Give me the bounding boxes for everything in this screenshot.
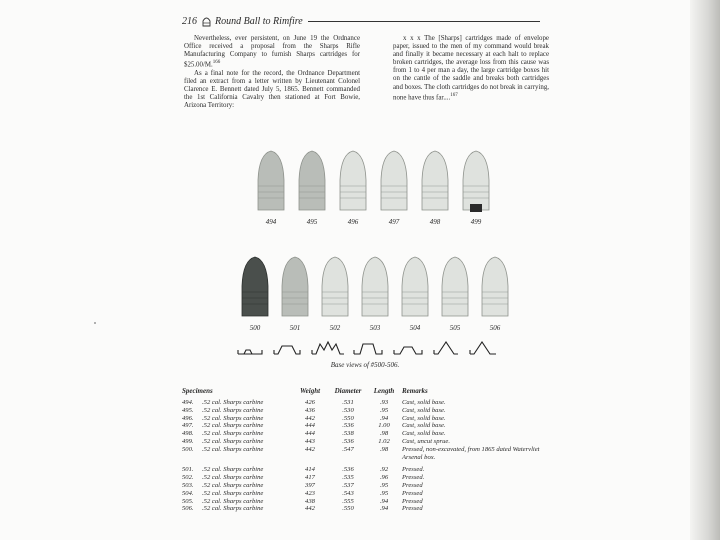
table-row: [182, 505, 552, 513]
specimen-type: .52 cal. Sharps carbine: [202, 414, 264, 422]
remarks-cell: Pressed: [402, 481, 423, 489]
scan-speck: [94, 322, 96, 324]
weight-cell: 442: [305, 445, 315, 453]
specimen-number: 502.: [182, 474, 194, 482]
weight-cell: 442: [305, 414, 315, 422]
specimen-number: 505.: [182, 497, 194, 505]
length-cell: .95: [379, 406, 389, 414]
remarks-cell: Pressed: [402, 505, 423, 513]
length-cell: 1.02: [378, 437, 390, 445]
specimen-label-497: 497: [388, 218, 400, 226]
length-cell: .94: [379, 497, 389, 505]
specimen-label-495: 495: [306, 218, 318, 226]
specimen-number: 494.: [182, 399, 194, 406]
specimen-number: 497.: [182, 422, 194, 430]
specimen-type: .52 cal. Sharps carbine: [202, 497, 264, 505]
length-cell: .96: [379, 474, 389, 482]
diameter-cell: .550: [342, 414, 354, 422]
remarks-cell: Pressed, non-excavated, from 1865 dated Watervliet Arsenal box.: [402, 445, 540, 461]
diameter-cell: .535: [342, 474, 354, 482]
base-profile-504: [394, 347, 422, 354]
specimen-number: 504.: [182, 489, 194, 497]
remarks-cell: Cast, solid base.: [402, 414, 446, 422]
remarks-cell: Pressed.: [402, 466, 425, 474]
specimen-number: 501.: [182, 466, 194, 474]
right-text-column: [393, 35, 549, 102]
weight-cell: 426: [305, 399, 315, 406]
bullet-specimen-506: [480, 256, 510, 323]
specimen-type: .52 cal. Sharps carbine: [202, 406, 264, 414]
length-cell: .94: [379, 505, 389, 513]
diameter-cell: .555: [342, 497, 354, 505]
table-row: [182, 482, 552, 490]
diameter-cell: .547: [342, 445, 354, 453]
bullet-specimen-494: [256, 150, 286, 217]
specimen-label-494: 494: [265, 218, 277, 226]
bullet-specimen-504: [400, 256, 430, 323]
col-header-diameter: Diameter: [334, 387, 362, 395]
page-gutter-shadow: [690, 0, 720, 540]
table-row: [182, 446, 552, 464]
table-row: [182, 422, 552, 430]
length-cell: .92: [379, 466, 389, 474]
remarks-cell: Pressed.: [402, 474, 425, 482]
weight-cell: 444: [305, 430, 315, 438]
specimen-type: .52 cal. Sharps carbine: [202, 481, 264, 489]
remarks-cell: Cast, solid base.: [402, 406, 446, 414]
specimen-label-500: 500: [249, 324, 261, 332]
remarks-cell: Cast, solid base.: [402, 422, 446, 430]
cartridge-logo-icon: [202, 16, 211, 27]
header-rule: [308, 21, 540, 22]
table-header-row: [182, 387, 552, 399]
bullet-specimen-505: [440, 256, 470, 323]
table-row: [182, 490, 552, 498]
base-profile-506: [470, 342, 496, 354]
weight-cell: 414: [305, 466, 315, 474]
page-header: [182, 13, 540, 29]
bullet-specimen-495: [297, 150, 327, 217]
remarks-cell: Cast, solid base.: [402, 430, 446, 438]
specimen-type: .52 cal. Sharps carbine: [202, 437, 264, 445]
remarks-cell: Cast, solid base.: [402, 399, 446, 406]
weight-cell: 397: [305, 481, 315, 489]
length-cell: 1.00: [378, 422, 390, 430]
bullet-specimen-500: [240, 256, 270, 323]
specimen-label-502: 502: [329, 324, 341, 332]
specimen-label-496: 496: [347, 218, 359, 226]
remarks-cell: Pressed: [402, 497, 423, 505]
diameter-cell: .530: [342, 406, 354, 414]
weight-cell: 417: [305, 474, 315, 482]
table-row: [182, 399, 552, 407]
paragraph-1: Nevertheless, ever persistent, on June 19 the Ordnance Office received a proposal from the Sharps Rifle Manufacturing Company to furnish Sharps cartridges for $25.00/M.: [184, 35, 360, 69]
weight-cell: 442: [305, 505, 315, 513]
specimen-number: 495.: [182, 406, 194, 414]
specimen-number: 496.: [182, 414, 194, 422]
col-header-length: Length: [373, 387, 395, 395]
diameter-cell: .550: [342, 505, 354, 513]
weight-cell: 438: [305, 497, 315, 505]
base-profile-503: [354, 344, 382, 354]
diameter-cell: .543: [342, 489, 354, 497]
base-profile-505: [434, 342, 458, 354]
specimen-label-501: 501: [289, 324, 301, 332]
length-cell: .95: [379, 481, 389, 489]
specimen-number: 503.: [182, 481, 194, 489]
table-row: [182, 415, 552, 423]
running-title: Round Ball to Rimfire: [215, 15, 303, 27]
specimen-type: .52 cal. Sharps carbine: [202, 474, 264, 482]
page-number: 216: [182, 15, 197, 27]
specimen-type: .52 cal. Sharps carbine: [202, 489, 264, 497]
specimen-label-506: 506: [489, 324, 501, 332]
specimen-type: .52 cal. Sharps carbine: [202, 422, 264, 430]
paragraph-2: As a final note for the record, the Ordnance Department filed an extract from a letter written by Lieutenant Colonel Clarence E. Bennett dated July 5, 1865. Bennett commanded the 1st California Cavalry then stationed at Fort Bowie, Arizona Territory:: [184, 69, 360, 110]
specimens-table: [182, 387, 552, 513]
table-row: [182, 474, 552, 482]
weight-cell: 443: [305, 437, 315, 445]
footnote-ref-167: 167: [450, 92, 458, 98]
weight-cell: 444: [305, 422, 315, 430]
remarks-cell: Pressed: [402, 489, 423, 497]
weight-cell: 436: [305, 406, 315, 414]
length-cell: .94: [379, 414, 389, 422]
specimen-label-503: 503: [369, 324, 381, 332]
length-cell: .93: [379, 399, 389, 406]
diameter-cell: .536: [342, 466, 354, 474]
specimen-type: .52 cal. Sharps carbine: [202, 505, 264, 513]
diameter-cell: .536: [342, 437, 354, 445]
specimen-label-499: 499: [470, 218, 482, 226]
table-row: [182, 430, 552, 438]
bullet-specimen-496: [338, 150, 368, 217]
diameter-cell: .538: [342, 430, 354, 438]
base-profile-502: [312, 342, 344, 354]
col-header-weight: Weight: [299, 387, 321, 395]
specimen-label-505: 505: [449, 324, 461, 332]
specimen-number: 500.: [182, 445, 194, 453]
specimen-type: .52 cal. Sharps carbine: [202, 399, 264, 406]
weight-cell: 423: [305, 489, 315, 497]
table-row: [182, 498, 552, 506]
bullet-specimen-502: [320, 256, 350, 323]
bullet-specimen-501: [280, 256, 310, 323]
specimen-label-504: 504: [409, 324, 421, 332]
base-views-profiles: [236, 338, 498, 358]
table-row: [182, 407, 552, 415]
left-text-column: [184, 35, 360, 110]
col-header-specimens: Specimens: [182, 387, 213, 395]
table-row: [182, 464, 552, 474]
length-cell: .95: [379, 489, 389, 497]
footnote-ref-166: 166: [212, 60, 221, 66]
bullet-specimen-497: [379, 150, 409, 217]
diameter-cell: .531: [342, 399, 354, 406]
specimen-number: 506.: [182, 505, 194, 513]
length-cell: .98: [379, 430, 389, 438]
col-header-remarks: Remarks: [402, 387, 428, 395]
diameter-cell: .536: [342, 422, 354, 430]
length-cell: .98: [379, 445, 389, 453]
specimen-number: 498.: [182, 430, 194, 438]
specimen-label-498: 498: [429, 218, 441, 226]
remarks-cell: Cast, uncut sprue.: [402, 437, 450, 445]
base-profile-500: [238, 350, 262, 354]
specimen-number: 499.: [182, 437, 194, 445]
bullet-specimen-498: [420, 150, 450, 217]
bullet-specimen-499: [461, 150, 491, 217]
bullet-specimen-503: [360, 256, 390, 323]
diameter-cell: .537: [342, 481, 354, 489]
quote-paragraph: x x x The [Sharps] cartridges made of envelope paper, issued to the men of my command would break and finally it became necessary at each halt to replace broken cartridges, the average loss from this cause was from 1 to 4 per man a day, the large cartridge boxes hit on the cantle of the saddle and breaks both cartridges and boxes. The cloth cartridges do not break in carrying, none have thus far....: [393, 35, 549, 101]
specimen-type: .52 cal. Sharps carbine: [202, 445, 264, 453]
specimen-type: .52 cal. Sharps carbine: [202, 466, 264, 474]
base-profile-501: [274, 346, 300, 354]
table-row: [182, 438, 552, 446]
figure-caption: Base views of #500-506.: [330, 361, 400, 369]
specimen-type: .52 cal. Sharps carbine: [202, 430, 264, 438]
